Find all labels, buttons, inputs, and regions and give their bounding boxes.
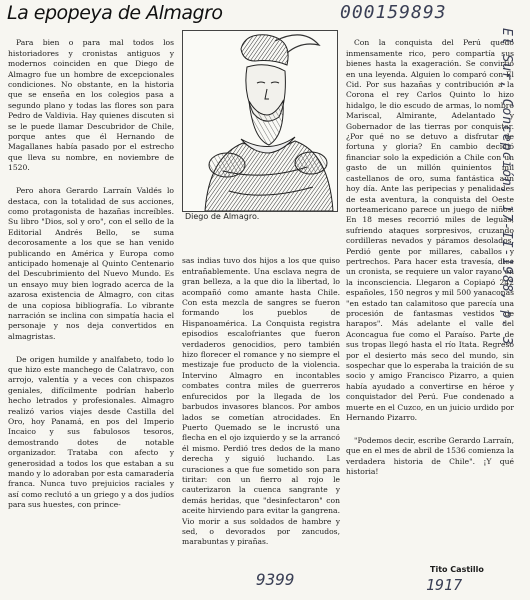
column-middle bbox=[182, 246, 340, 560]
margin-source-note: El Sur, Concepción, 17-II-1988, p. 3 bbox=[499, 28, 514, 346]
paragraph: Para bien o para mal todos los historiadores y cronistas antiguos y modernos coinciden en que Diego de Almagro fue un hombre de excepcionales condiciones. No obstante, en la historia que se enseña en los colegios pasa a segundo plano y todas las flores son para Pedro de Valdivia. Hay quienes discuten si se le puede llamar Descubridor de Chile, porque antes que él Hernando de Magallanes había pasado por el estrecho que lleva su nombre, en noviembre de 1520. bbox=[8, 38, 174, 173]
paragraph: sas indias tuvo dos hijos a los que quiso entrañablemente. Una esclava negra de gran belleza, a la que dio la libertad, lo acompañó como amante hasta Chile. Con esta mezcla de sangres se fueron formando los pueblos de Hispanoamérica. La Conquista registra episodios escalofriantes que fueron verdaderos genocidios, pero también hizo florecer el romance y no siempre el mestizaje fue producto de la violencia. Intervino Almagro en incontables combates contra miles de guerreros enfurecidos por la llegada de los barbudos invasores blancos. Por ambos lados se cometían atrocidades. En Puerto Quemado se le incrustó una flecha en el ojo izquierdo y se la arrancó él mismo. Perdió tres dedos de la mano derecha y siguió luchando. Las curaciones a que fue sometido son para tiritar: con un fierro al rojo le cauterizaron la cuenca sangrante y demás heridas, que "desinfectaron" con aceite hirviendo para evitar la gangrena. Vio morir a sus soldados de hambre y sed, o devorados por zancudos, marabuntas y pirañas. bbox=[182, 256, 340, 547]
article-title: La epopeya de Almagro bbox=[7, 2, 223, 24]
paragraph: Pero ahora Gerardo Larraín Valdés lo destaca, con la totalidad de sus acciones, como protagonista de hazañas increíbles. Su libro "Dios, sol y oro", con el sello de la Editorial Andrés Bello, se suma decorosamente a los que se han venido publicando en América y Europa como anticipado homenaje al Quinto Centenario del Descubrimiento del Nuevo Mundo. Es un ensayo muy bien logrado acerca de la azarosa existencia de Almagro, con citas de una copiosa bibliografía. Lo vibrante narración se inclina con simpatía hacia el personaje y nos deja convertidos en almagristas. bbox=[8, 186, 174, 341]
portrait-engraving bbox=[182, 30, 338, 212]
paragraph: "Podemos decir, escribe Gerardo Larraín, que en el mes de abril de 1536 comienza la verdadera historia de Chile". ¡Y qué historia! bbox=[346, 435, 514, 477]
column-left bbox=[8, 28, 174, 523]
column-right bbox=[346, 28, 514, 490]
portrait-caption: Diego de Almagro. bbox=[185, 212, 260, 221]
handwritten-number: 1917 bbox=[426, 576, 463, 594]
handwritten-number: 9399 bbox=[256, 570, 295, 589]
archive-code-handwritten: 000159893 bbox=[340, 2, 447, 23]
paragraph: Con la conquista del Perú quedó inmensamente rico, pero compartía sus bienes hasta la exageración. Se convirtió en una leyenda. Alguien lo comparó con El Cid. Por sus hazañas y contribución a la Corona el rey Carlos Quinto lo hizo hidalgo, le dio escudo de armas, lo nombró Mariscal, Almirante, Adelantado y Gobernador de las tierras por conquistar. ¿Por qué no se detuvo a disfrutar de fortuna y gloria? En cambio decidió financiar solo la expedición a Chile con un gasto de un millón quinientos mil castellanos de oro, suma fantástica aún hoy día. Ante las peripecias y penalidades de esta aventura, la conquista del Oeste norteamericano parece un juego de niños. En 18 meses recorrió miles de leguas, sufriendo ataques sorpresivos, cruzando cordilleras nevados y páramos desolados. Perdió gente por millares, caballos y pertrechos. Para hacer esta travesía, dice un cronista, se requiere un valor rayano en la inconsciencia. Llegaron a Copiapó 242 españoles, 150 negros y mil 500 yanaconas "en estado tan calamitoso que parecía una procesión de fantasmas vestidos de harapos". Más adelante el valle del Aconcagua fue como el Paraíso. Parte de sus tropas llegó hasta el río Itata. Regresó por el desierto más seco del mundo, sin sospechar que lo esperaba la traición de su socio y amigo Francisco Pizarro, a quien había ayudado a convertirse en héroe y conquistador del Perú. Fue condenado a muerte en el Cuzco, en un juicio urdido por Hernando Pizarro. bbox=[346, 38, 514, 423]
author-signature: Tito Castillo bbox=[430, 565, 484, 574]
paragraph: De origen humilde y analfabeto, todo lo que hizo este manchego de Calatravo, con arrojo, valentía y a veces con chispazos geniales, difícilmente podrían haberlo hecho letrados y profesionales. Almagro realizó varios viajes desde Castilla del Oro, hoy Panamá, en pos del Imperio Incaico y sus fabulosos tesoros, demostrando dotes de notable organizador. Trataba con afecto y generosidad a todos los que estaban a su mando y lo adoraban por esta camaradería franca. Nunca tuvo prejuicios raciales y así como reclutó a un griego y a dos judíos para sus huestes, con prince- bbox=[8, 354, 174, 510]
